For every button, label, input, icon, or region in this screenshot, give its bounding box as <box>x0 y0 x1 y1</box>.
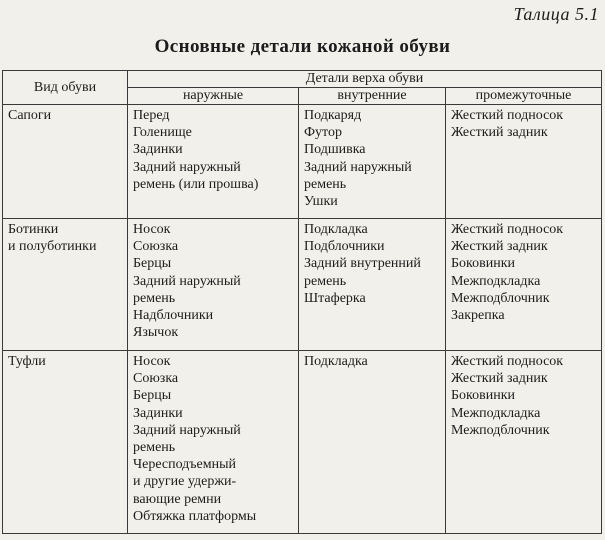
table-body <box>3 105 602 534</box>
cell-text: Обтяжка платформы <box>133 508 257 524</box>
cell-type <box>3 351 128 534</box>
cell-text: Сапоги <box>8 108 52 123</box>
cell-text: Союзка <box>133 371 179 387</box>
cell-text: Ушки <box>304 194 338 210</box>
cell-intermediate <box>446 219 602 351</box>
header-upper-parts: Детали верха обуви <box>128 71 602 88</box>
cell-text: Жесткий задник <box>451 239 548 255</box>
cell-type <box>3 105 128 219</box>
table-number: Талица 5.1 <box>513 4 599 24</box>
header-intermediate: промежуточные <box>446 88 602 105</box>
cell-outer <box>128 219 299 351</box>
cell-text: Задний наружный <box>304 159 412 175</box>
table-row <box>3 105 602 219</box>
cell-text: Штаферка <box>304 290 366 306</box>
cell-text: ремень <box>133 440 176 456</box>
cell-text: ремень (или прошва) <box>133 176 259 192</box>
header-inner: внутренние <box>299 88 446 105</box>
cell-text: Перед <box>133 108 170 123</box>
cell-text: Межподкладка <box>451 273 541 289</box>
cell-inner <box>299 105 446 219</box>
cell-intermediate <box>446 351 602 534</box>
header-shoe-type: Вид обуви <box>3 71 128 105</box>
cell-text: Задний внутренний <box>304 256 421 272</box>
cell-text: Боковинки <box>451 388 516 404</box>
cell-text: Голенище <box>133 125 192 141</box>
table-title: Основные детали кожаной обуви <box>154 36 451 57</box>
cell-text: Жесткий подносок <box>451 354 564 369</box>
shoe-parts-table <box>2 70 602 534</box>
cell-inner <box>299 351 446 534</box>
cell-text: Задний наружный <box>133 422 241 438</box>
cell-outer <box>128 105 299 219</box>
cell-text: и другие удержи- <box>133 474 237 490</box>
cell-text: Межподблочник <box>451 422 550 438</box>
cell-inner <box>299 219 446 351</box>
cell-text: Язычок <box>133 325 179 341</box>
cell-text: Носок <box>133 354 171 369</box>
cell-text: Берцы <box>133 256 172 272</box>
cell-text: Жесткий подносок <box>451 222 564 237</box>
cell-text: Футор <box>304 125 342 141</box>
cell-text: Жесткий задник <box>451 125 548 141</box>
cell-text: Межподблочник <box>451 290 550 306</box>
cell-text: Берцы <box>133 388 172 404</box>
cell-text: Межподкладка <box>451 405 541 421</box>
cell-text: Задинки <box>133 405 183 421</box>
cell-text: ремень <box>133 290 176 306</box>
cell-text: Боковинки <box>451 256 516 272</box>
cell-text: Подкладка <box>304 222 368 237</box>
cell-text: Носок <box>133 222 171 237</box>
cell-outer <box>128 351 299 534</box>
cell-text: Подкладка <box>304 354 368 369</box>
cell-type <box>3 219 128 351</box>
cell-text: Союзка <box>133 239 179 255</box>
cell-text: Подшивка <box>304 142 366 158</box>
cell-text: ремень <box>304 176 347 192</box>
cell-text: Закрепка <box>451 308 505 324</box>
cell-text: Подблочники <box>304 239 385 255</box>
cell-text: Задинки <box>133 142 183 158</box>
cell-text: вающие ремни <box>133 491 222 507</box>
cell-text: Жесткий подносок <box>451 108 564 123</box>
cell-text: Задний наружный <box>133 273 241 289</box>
table-row <box>3 219 602 351</box>
cell-text: Жесткий задник <box>451 371 548 387</box>
cell-intermediate <box>446 105 602 219</box>
cell-text: ремень <box>304 273 347 289</box>
cell-text: Туфли <box>8 354 46 369</box>
cell-text: Задний наружный <box>133 159 241 175</box>
header-outer: наружные <box>128 88 299 105</box>
cell-text: Подкаряд <box>304 108 362 123</box>
cell-text: Надблочники <box>133 308 214 324</box>
cell-text: Чересподъемный <box>133 457 237 473</box>
cell-text: Ботинки <box>8 222 59 237</box>
table-row <box>3 351 602 534</box>
cell-text: и полуботинки <box>8 239 97 255</box>
